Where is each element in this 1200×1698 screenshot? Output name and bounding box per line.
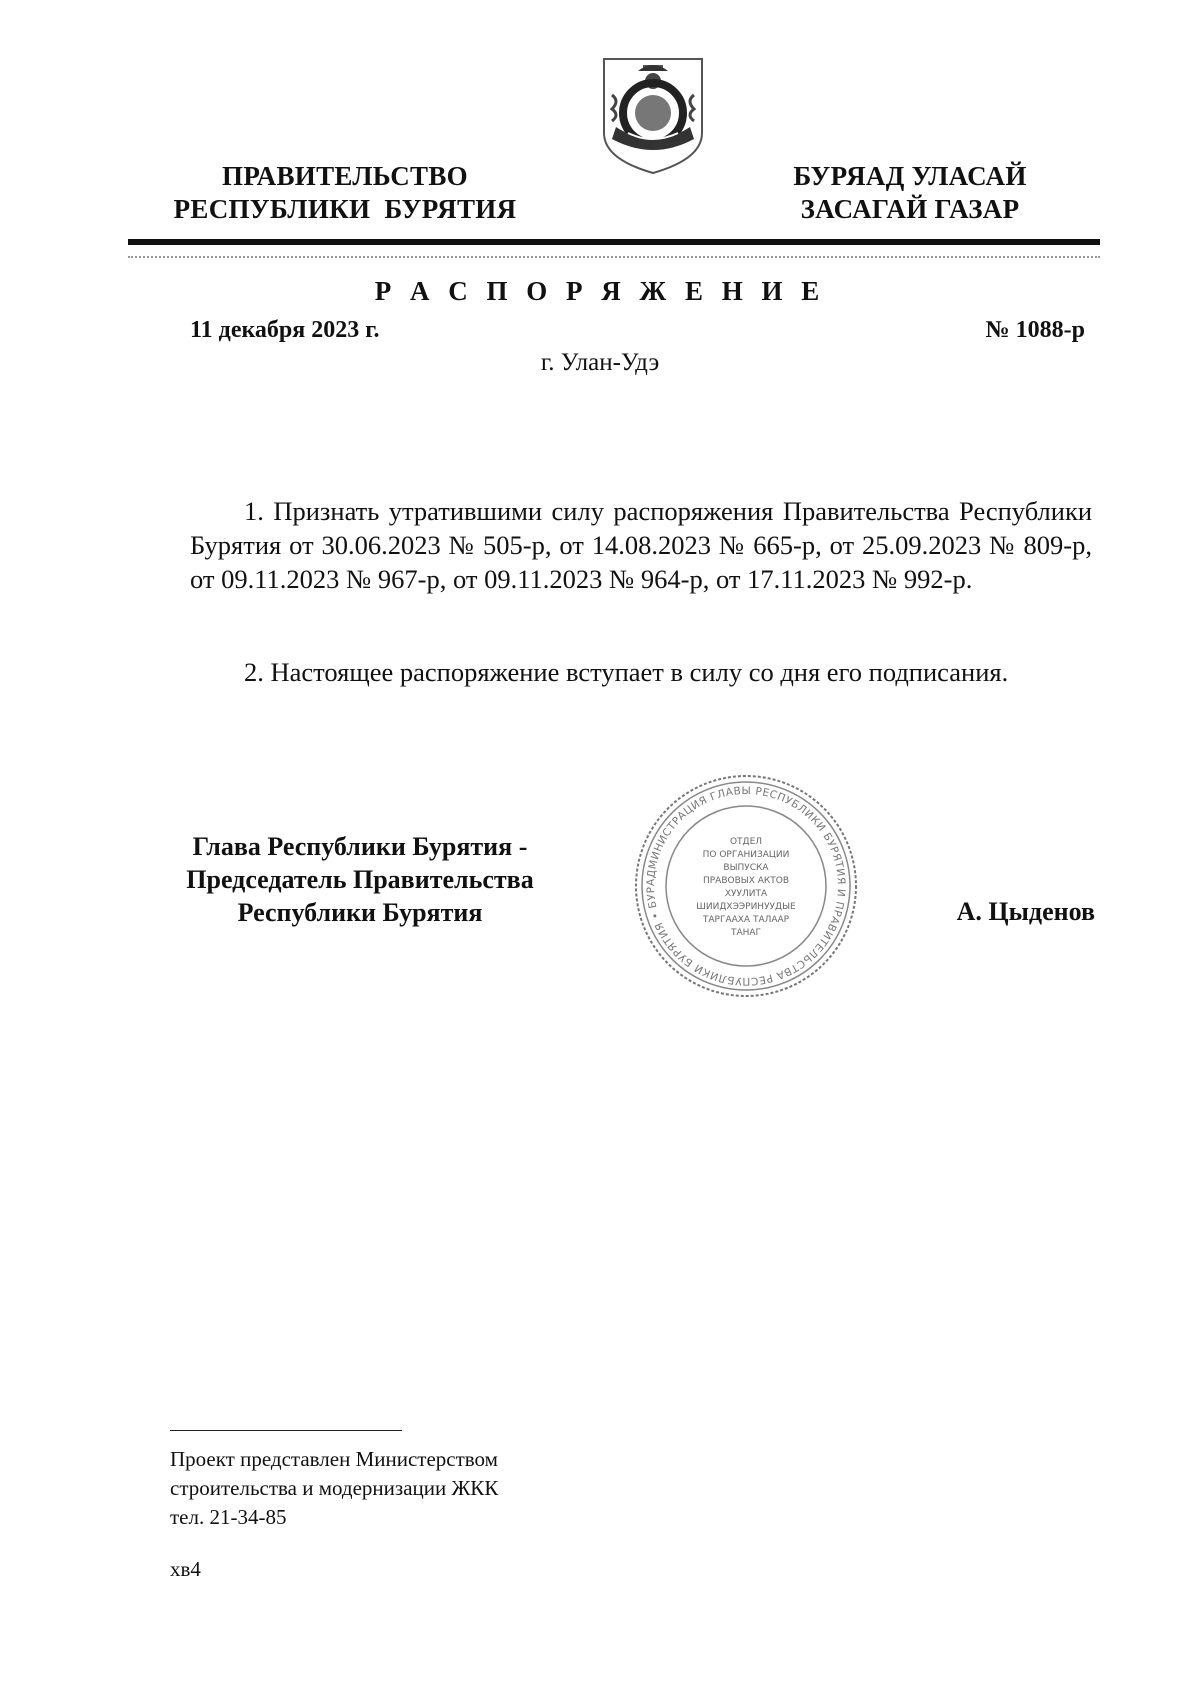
document-type: Р А С П О Р Я Ж Е Н И Е xyxy=(374,276,826,306)
header-left-ru xyxy=(150,160,540,226)
signatory-name: А. Цыденов xyxy=(956,897,1095,926)
header-right-line1: БУРЯАД УЛАСАЙ xyxy=(793,161,1027,191)
seal-ring-text: АДМИНИСТРАЦИЯ ГЛАВЫ РЕСПУБЛИКИ БУРЯТИЯ И ПРАВИТЕЛЬСТВА РЕСПУБЛИКИ БУРЯТИЯ • БУР xyxy=(644,784,848,988)
seal-line: ХУУЛИТА xyxy=(724,889,768,899)
signatory-title-line1: Глава Республики Бурятия - xyxy=(192,832,528,861)
seal-line: ОТДЕЛ xyxy=(729,837,763,847)
header-right-line2: ЗАСАГАЙ ГАЗАР xyxy=(800,194,1020,224)
document-date: 11 декабря 2023 г. xyxy=(190,317,380,343)
document-code: хв4 xyxy=(170,1557,201,1581)
coat-of-arms-icon xyxy=(598,55,708,177)
header-right-bua xyxy=(760,160,1060,226)
seal-line: ШИИДХЭЭРИНУУДЫЕ xyxy=(696,902,796,912)
header-left-line1: ПРАВИТЕЛЬСТВО xyxy=(222,161,468,191)
footnote-line1: Проект представлен Министерством xyxy=(170,1447,498,1471)
footnote xyxy=(170,1445,498,1532)
footnote-line3: тел. 21-34-85 xyxy=(170,1505,287,1529)
header-left-line2: РЕСПУБЛИКИ БУРЯТИЯ xyxy=(173,194,517,224)
header-divider-thick xyxy=(128,239,1100,245)
seal-line: ПО ОРГАНИЗАЦИИ xyxy=(702,850,790,860)
seal-line: ПРАВОВЫХ АКТОВ xyxy=(702,876,790,886)
signatory-title-line2: Председатель Правительства xyxy=(186,865,534,894)
document-city: г. Улан-Удэ xyxy=(540,349,660,376)
body-paragraph-2: 2. Настоящее распоряжение вступает в силу со дня его подписания. xyxy=(244,657,1009,687)
seal-line: ВЫПУСКА xyxy=(723,863,769,873)
header-divider-thin xyxy=(128,256,1100,258)
seal-line: ТАРГААХА ТАЛААР xyxy=(702,915,790,925)
document-number: № 1088-р xyxy=(985,317,1085,343)
signatory-title xyxy=(160,830,560,929)
footnote-divider xyxy=(170,1430,402,1431)
footnote-line2: строительства и модернизации ЖКК xyxy=(170,1476,499,1500)
signatory-title-line3: Республики Бурятия xyxy=(237,898,483,927)
body-paragraph-1: 1. Признать утратившими силу распоряжения Правительства Республики Бурятия от 30.06.2023 № 505-р, от 14.08.2023 № 665-р, от 25.09.2023 № 809-р, от 09.11.2023 № 967-р, от 09.11.2023 № 964-р, от 17.11.2023 № 992-р. xyxy=(190,496,1092,594)
official-seal-icon xyxy=(632,772,860,1000)
seal-line: ТАНАГ xyxy=(730,928,762,938)
